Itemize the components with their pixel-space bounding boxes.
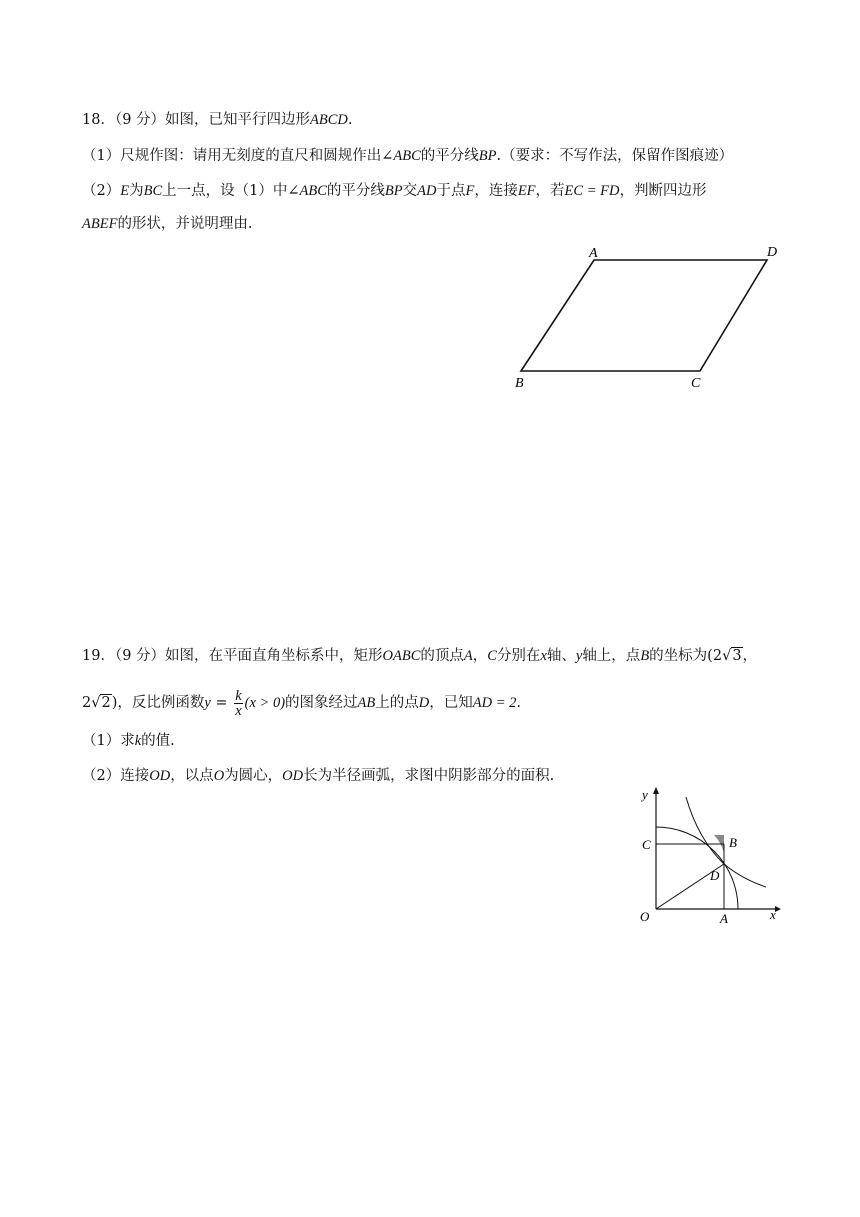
label-B: B [515, 376, 524, 391]
label-D: D [710, 868, 720, 883]
q18-stem: 18．（9 分）如图，已知平行四边形ABCD. [82, 112, 353, 128]
axis-label-x: x [770, 907, 776, 922]
arc-od [656, 827, 738, 909]
q19-stem-line2: 2√2)，反比例函数y = $\frac{k}{x}$ (x > 0)的图象经过AB上的点D，已知AD = 2. [82, 687, 521, 719]
label-B: B [729, 835, 737, 850]
label-D: D [767, 245, 778, 260]
sqrt-3: √3 [722, 648, 742, 664]
q18-parallelogram-figure [505, 238, 805, 398]
sqrt-2: √2 [91, 695, 111, 711]
q19-number: 19 [82, 648, 101, 664]
axis-label-y: y [642, 787, 648, 802]
label-A: A [589, 246, 598, 261]
fraction-k-over-x: $\frac{k}{x}$ [235, 687, 242, 719]
y-axis-arrow [653, 787, 659, 794]
hyperbola-curve [686, 797, 766, 887]
q18-part1: （1）尺规作图：请用无刻度的直尺和圆规作出∠ABC的平分线BP.（要求：不写作法，保留作图痕迹） [82, 148, 734, 164]
label-C: C [642, 837, 651, 852]
q18-shape-abcd: ABCD [310, 112, 348, 128]
parallelogram-abcd [521, 260, 767, 371]
label-O: O [640, 909, 650, 924]
q19-part1: （1）求k的值. [82, 733, 175, 749]
q19-score: （9 分） [114, 648, 166, 664]
q19-coordinate-figure [630, 785, 790, 935]
q18-number: 18 [82, 112, 101, 128]
label-C: C [691, 376, 701, 391]
q18-part2-line2: ABEF的形状，并说明理由. [82, 216, 253, 232]
q19-part2: （2）连接OD，以点O为圆心，OD长为半径画弧，求图中阴影部分的面积. [82, 768, 555, 784]
q18-score: （9 分） [114, 112, 166, 128]
label-A: A [720, 911, 728, 926]
q19-stem-line1: 19．（9 分）如图，在平面直角坐标系中，矩形OABC的顶点A，C分别在x轴、y轴上，点B的坐标为(2√3， [82, 648, 758, 664]
x-axis-arrow [775, 906, 781, 912]
q18-part2-line1: （2）E为BC上一点，设（1）中∠ABC的平分线BP交AD于点F，连接EF，若EC = FD，判断四边形 [82, 183, 707, 199]
